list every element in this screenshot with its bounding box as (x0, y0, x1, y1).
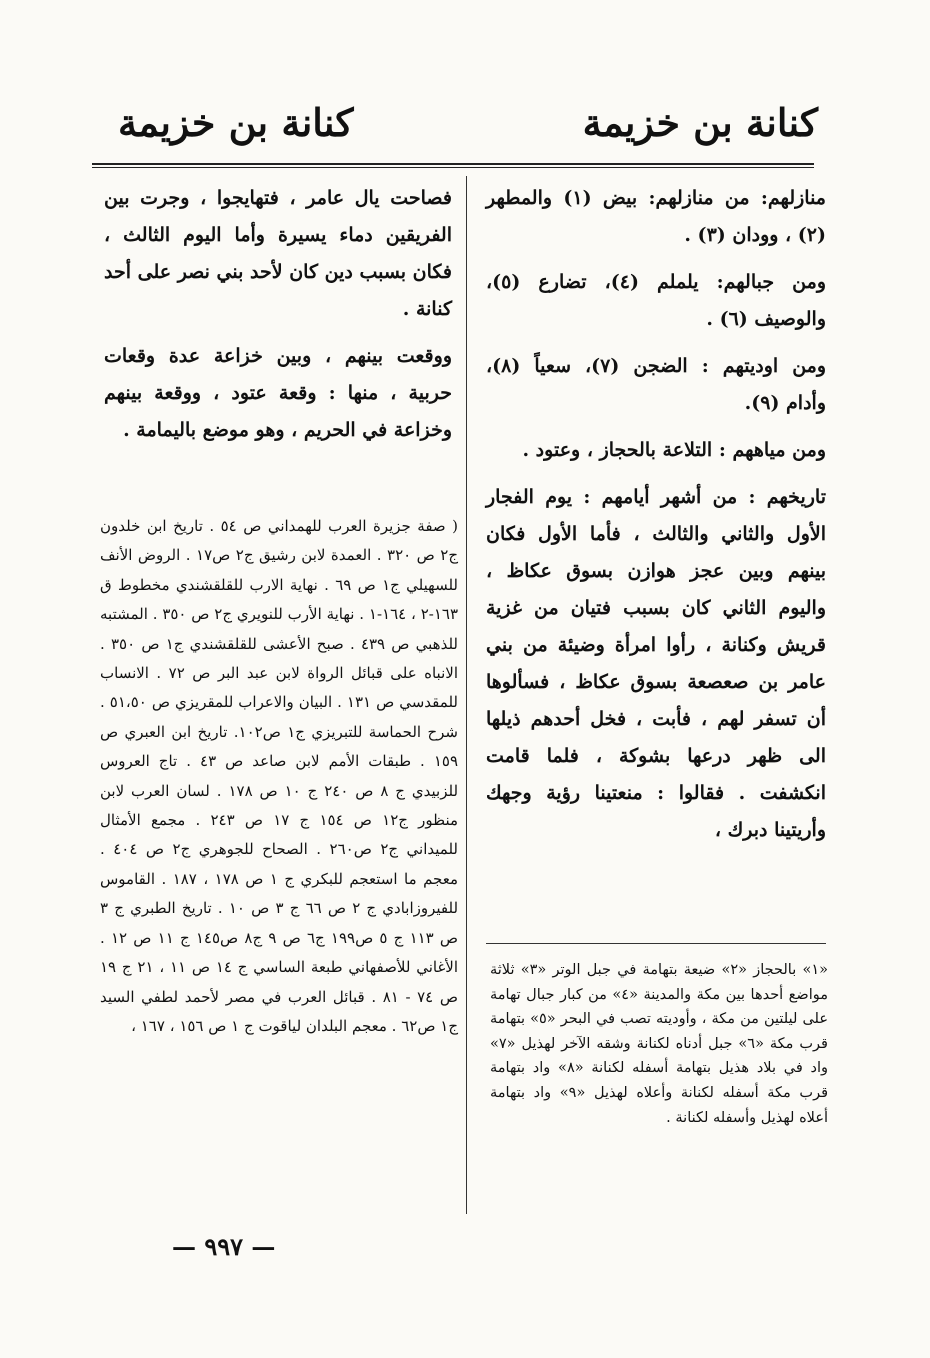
paragraph-waters: ومن مياههم : التلاعة بالحجاز ، وعتود . (522, 439, 826, 461)
footnotes-block: «١» بالحجاز «٢» ضيعة بتهامة في جبل الوتر «٣» ثلاثة مواضع أحدها بين مكة والمدينة «٤» من كبار جبال تهامة على ليلتين من مكة ، وأوديته تصب في البحر «٥» بتهامة قرب مكة «٦» جبل أدناه لكنانة وشقه الآخر لهذيل «٧» واد في بلاد هذيل بتهامة أسفله لكنانة «٨» واد بتهامة قرب مكة أسفله لكنانة وأعلاه لهذيل «٩» واد بتهامة أعلاه لهذيل وأسفله لكنانة . (490, 962, 829, 1126)
header-rule (92, 163, 814, 165)
paragraph-khuzaa-battles: ووقعت بينهم ، وبين خزاعة عدة وقعات حربية ، منها : وقعة عتود ، ووقعة بينهم وخزاعة في الحريم ، وهو موضع باليمامة . (104, 345, 452, 441)
header-rule-thin (92, 167, 814, 168)
paragraph-valleys: ومن اوديتهم : الضجن (٧)، سعياً (٨)، وأدام (٩). (486, 355, 827, 414)
paragraph-dwellings: منازلهم: من منازلهم: بيض (١) والمطهر (٢) ، وودان (٣) . (486, 187, 826, 246)
paragraph-third-day: فصاحت يال عامر ، فتهايجوا ، وجرت بين الفريقين دماء يسيرة وأما اليوم الثالث ، فكان بسبب دين كان لأحد بني نصر على أحد كنانة . (104, 187, 452, 320)
footnote-rule (486, 943, 826, 944)
running-header-right: كنانة بن خزيمة (582, 100, 818, 145)
right-column (486, 180, 826, 855)
left-column (104, 180, 452, 455)
paragraph-history: تاريخهم : من أشهر أيامهم : يوم الفجار الأول والثاني والثالث ، فأما الأول فكان بينهم وبين عجز هوازن بسوق عكاظ ، واليوم الثاني كان بسبب فتيان من غزية قريش وكنانة ، رأوا امرأة وضيئة من بني عامر بن صعصعة بسوق عكاظ ، فسألوها أن تسفر لهم ، فأبت ، فخل أحدهم ذيلها الى ظهر درعها بشوكة ، فلما قامت انكشفت . فقالوا : منعتينا رؤية وجهك وأريتينا دبرك ، (486, 486, 826, 841)
paragraph-mountains: ومن جبالهم: يلملم (٤)، تضارع (٥)، والوصيف (٦) . (486, 271, 826, 330)
references-block: ( صفة جزيرة العرب للهمداني ص ٥٤ . تاريخ ابن خلدون ج٢ ص ٣٢٠ . العمدة لابن رشيق ج٢ ص١٧ . الروض الأنف للسهيلي ج١ ص ٦٩ . نهاية الارب للقلقشندي مخطوط ق ١٦٣-٢ ، ١٦٤-١ . نهاية الأرب للنويري ج٢ ص ٣٥٠ . المشتبه للذهبي ص ٤٣٩ . صبح الأعشى للقلقشندي ج١ ص ٣٥٠ . الانباه على قبائل الرواة لابن عبد البر ص ٧٢ . الانساب للمقدسي ص ١٣١ . البيان والاعراب للمقريزي ص ٥١،٥٠ . شرح الحماسة للتبريزي ج١ ص١٠٢. تاريخ ابن العبري ص ١٥٩ . طبقات الأمم لابن صاعد ص ٤٣ . تاج العروس للزبيدي ج ٨ ص ٢٤٠ ج ١٠ ص ١٧٨ . لسان العرب لابن منظور ج١٢ ص ١٥٤ ج ١٧ ص ٢٤٣ . مجمع الأمثال للميداني ج٢ ص٢٦٠ . الصحاح للجوهري ج٢ ص ٤٠٤ . معجم ما استعجم للبكري ج ١ ص ١٧٨ ، ١٨٧ . القاموس للفيروزابادي ج ٢ ص ٦٦ ج ٣ ص ١٠ . تاريخ الطبري ج ٣ ص ١١٣ ج ٥ ص١٩٩ ج٦ ص ٩ ج٨ ص١٤٥ ج ١١ ص ١٢ . الأغاني للأصفهاني طبعة الساسي ج ١٤ ص ١١ ، ٢١ ج ١٩ ص ٧٤ - ٨١ . قبائل العرب في مصر لأحمد لطفي السيد ج١ ص٦٢ . معجم البلدان لياقوت ج ١ ص ١٥٦ ، ١٦٧ ، (100, 517, 459, 1035)
running-header-left: كنانة بن خزيمة (118, 100, 354, 145)
column-divider (466, 176, 467, 1214)
page-number: — ٩٩٧ — (172, 1232, 276, 1261)
